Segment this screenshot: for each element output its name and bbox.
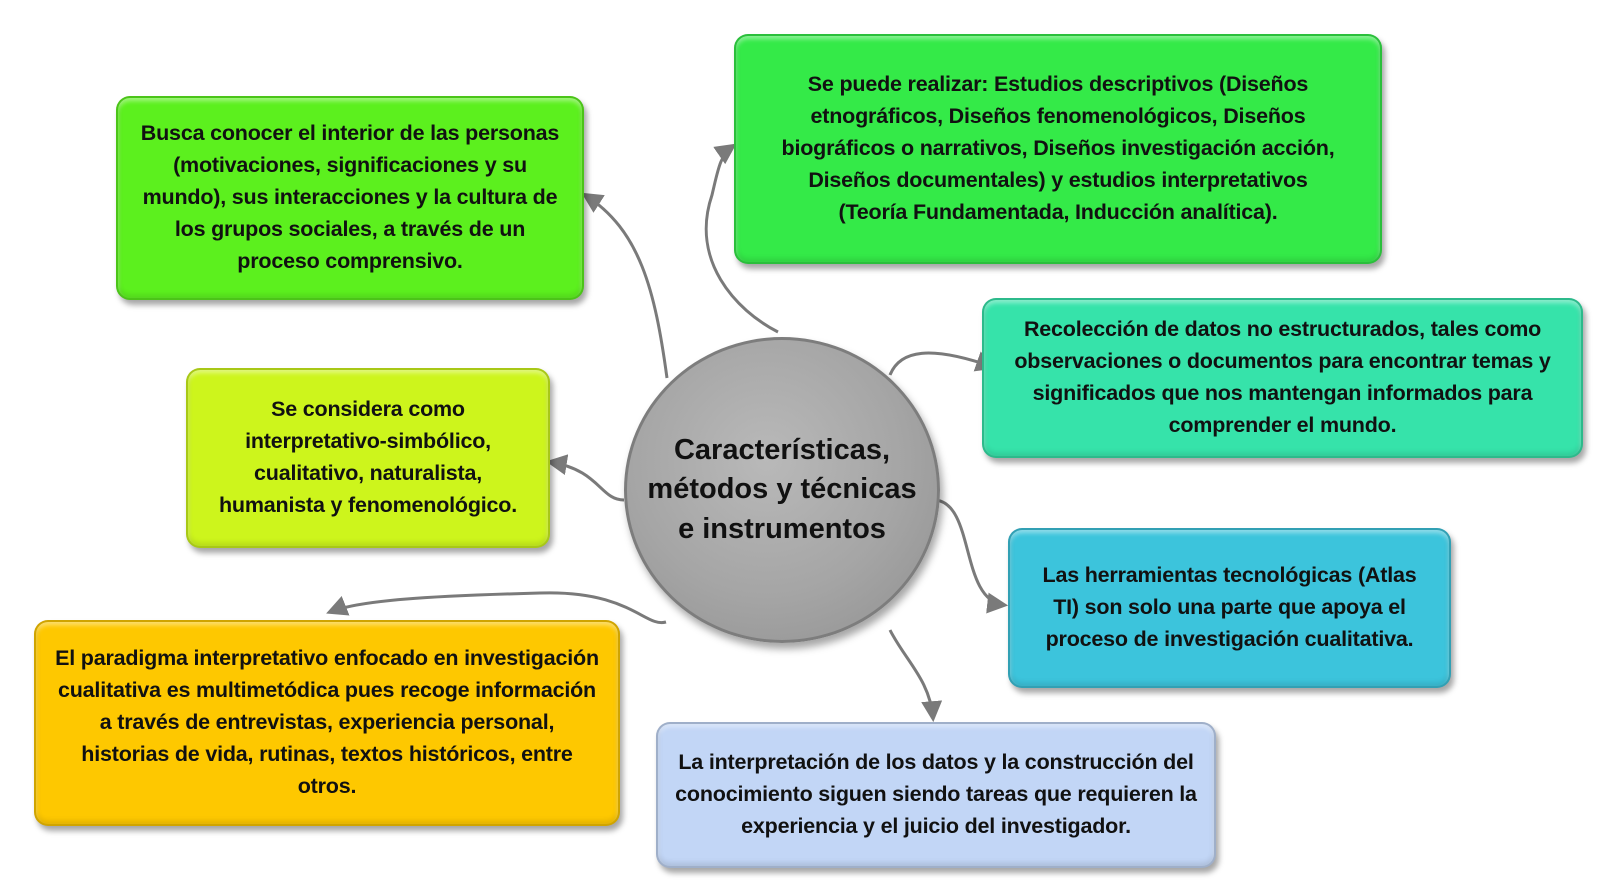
node-paradigma: [34, 620, 620, 826]
node-estudios: [734, 34, 1382, 264]
node-paradigma-text: El paradigma interpretativo enfocado en investigación cualitativa es multimetódica pues recoge información a través de entrevistas, experiencia personal, historias de vida, rutinas, textos históricos, entre otros.: [55, 646, 599, 798]
node-herramientas-text: Las herramientas tecnológicas (Atlas TI) son solo una parte que apoya el proceso de investigación cualitativa.: [1042, 563, 1417, 651]
node-interior-text: Busca conocer el interior de las personas (motivaciones, significaciones y su mundo), sus interacciones y la cultura de los grupos sociales, a través de un proceso comprensivo.: [140, 121, 560, 273]
central-topic-label: Características, métodos y técnicas e instrumentos: [647, 434, 917, 545]
connector-to-paradigma: [330, 593, 666, 623]
node-recoleccion: [982, 298, 1583, 458]
node-estudios-text: Se puede realizar: Estudios descriptivos (Diseños etnográficos, Diseños fenomenológicos, Diseños biográficos o narrativos, Diseños investigación acción, Diseños documentales) y estudios interpretativos (Teoría Fundamentada, Inducción analítica).: [781, 72, 1335, 224]
node-interpretacion-text: La interpretación de los datos y la construcción del conocimiento siguen siendo tareas que requieren la experiencia y el juicio del investigador.: [675, 750, 1197, 838]
node-interior: [116, 96, 584, 300]
node-interpretativo: [186, 368, 550, 548]
node-interpretativo-text: Se considera como interpretativo-simbólico, cualitativo, naturalista, humanista y fenomenológico.: [218, 397, 518, 517]
node-recoleccion-text: Recolección de datos no estructurados, tales como observaciones o documentos para encontrar temas y significados que nos mantengan informados para comprender el mundo.: [1014, 317, 1551, 437]
connector-to-recoleccion: [890, 353, 993, 375]
connector-to-herramientas: [936, 500, 1004, 605]
central-topic-circle: [624, 337, 940, 643]
node-herramientas: [1008, 528, 1451, 688]
node-interpretacion: [656, 722, 1216, 868]
connector-to-interpretativo: [550, 462, 624, 500]
connector-to-interior: [585, 195, 667, 378]
connector-to-interpretacion: [890, 630, 933, 718]
